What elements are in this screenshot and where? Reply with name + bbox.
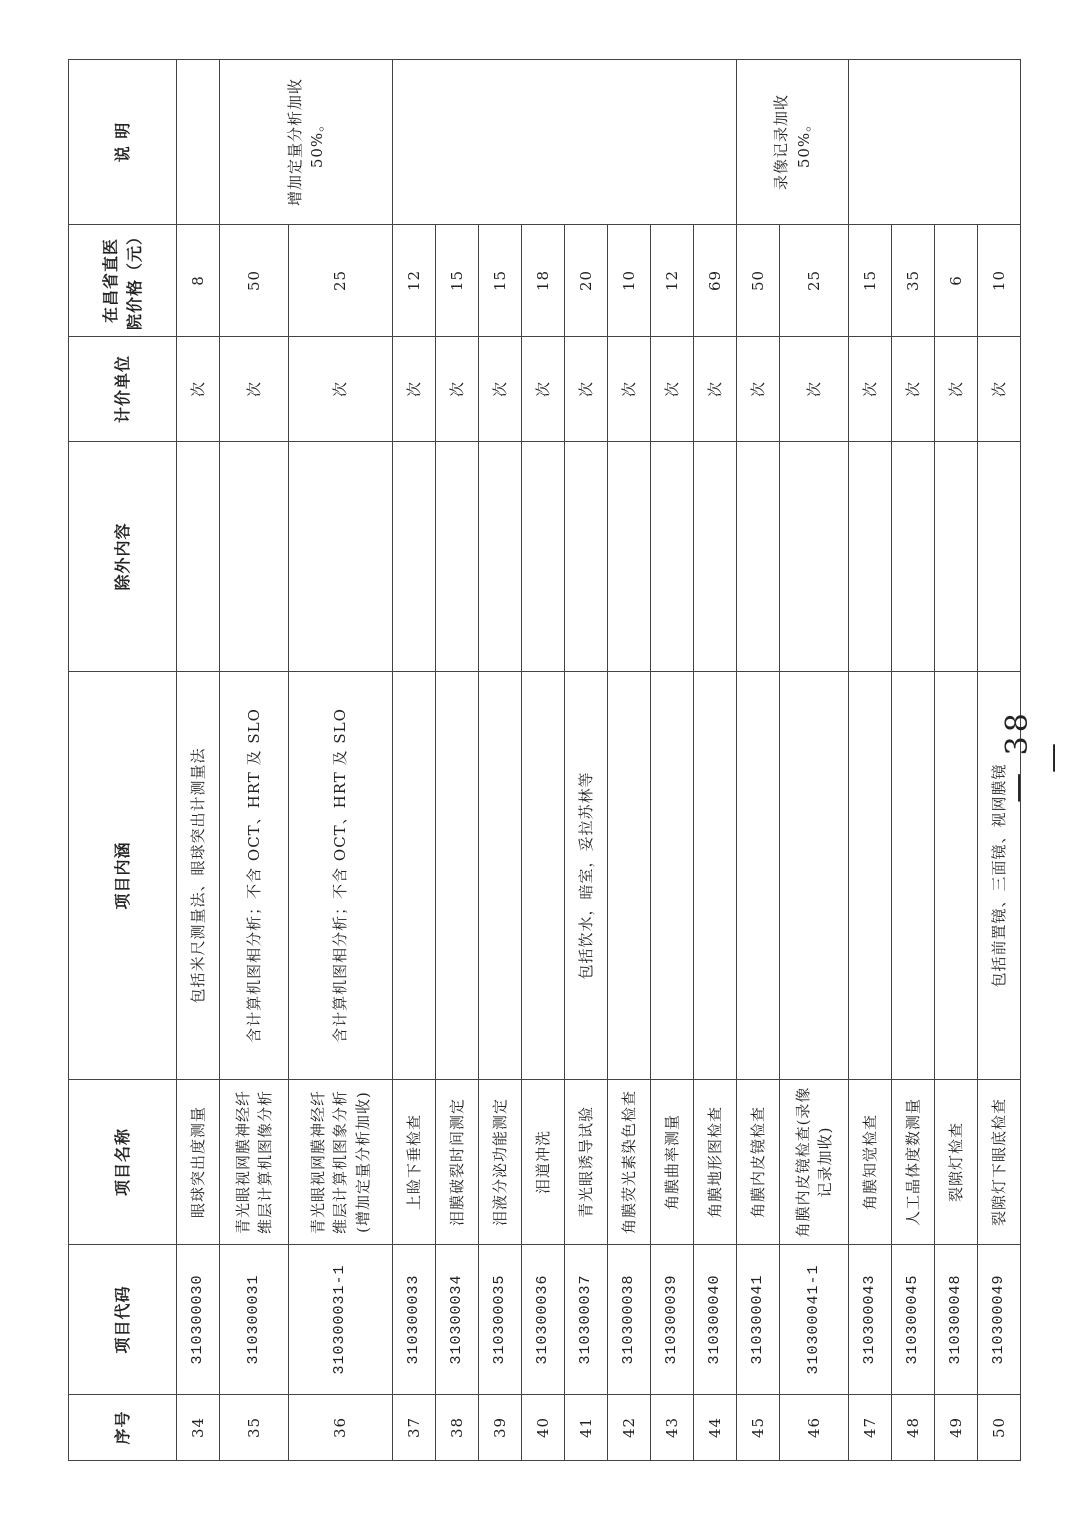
price-table — [68, 59, 1021, 1461]
page-number: — 38 — — [1000, 709, 1070, 803]
table-row — [651, 60, 694, 1461]
cell-code: 310300033 — [393, 1245, 436, 1395]
cell-seq: 41 — [565, 1395, 608, 1461]
header-content: 项目内涵 — [69, 672, 177, 1080]
cell-content — [522, 672, 565, 1080]
cell-excluded — [780, 442, 849, 672]
cell-seq: 42 — [608, 1395, 651, 1461]
cell-excluded — [565, 442, 608, 672]
table-row — [694, 60, 737, 1461]
cell-seq: 43 — [651, 1395, 694, 1461]
cell-price: 10 — [608, 225, 651, 337]
header-name: 项目名称 — [69, 1080, 177, 1245]
cell-excluded — [737, 442, 780, 672]
cell-seq: 38 — [436, 1395, 479, 1461]
cell-price: 25 — [780, 225, 849, 337]
cell-note: 录像记录加收 50%。 — [737, 60, 849, 225]
table-row — [849, 60, 892, 1461]
cell-unit: 次 — [849, 337, 892, 442]
cell-code: 310300041-1 — [780, 1245, 849, 1395]
cell-content: 含计算机图相分析；不含 OCT、HRT 及 SLO — [220, 672, 289, 1080]
cell-name: 人工晶体度数测量 — [892, 1080, 935, 1245]
cell-excluded — [436, 442, 479, 672]
cell-price: 18 — [522, 225, 565, 337]
cell-name: 角膜曲率测量 — [651, 1080, 694, 1245]
header-code: 项目代码 — [69, 1245, 177, 1395]
cell-content: 包括前置镜、三面镜、视网膜镜 — [978, 672, 1021, 1080]
cell-seq: 47 — [849, 1395, 892, 1461]
cell-name: 泪液分泌功能测定 — [479, 1080, 522, 1245]
cell-price: 15 — [479, 225, 522, 337]
cell-unit: 次 — [978, 337, 1021, 442]
table-row — [608, 60, 651, 1461]
cell-code: 310300031 — [220, 1245, 289, 1395]
cell-price: 50 — [220, 225, 289, 337]
table-row — [436, 60, 479, 1461]
cell-name: 青光眼诱导试验 — [565, 1080, 608, 1245]
cell-name: 青光眼视网膜神经纤维层计算机图像分析 — [220, 1080, 289, 1245]
cell-seq: 49 — [935, 1395, 978, 1461]
cell-content — [737, 672, 780, 1080]
cell-name: 角膜荧光素染色检查 — [608, 1080, 651, 1245]
cell-code: 310300035 — [479, 1245, 522, 1395]
cell-unit: 次 — [651, 337, 694, 442]
cell-content — [935, 672, 978, 1080]
cell-price: 35 — [892, 225, 935, 337]
cell-unit: 次 — [393, 337, 436, 442]
cell-unit: 次 — [289, 337, 393, 442]
cell-seq: 50 — [978, 1395, 1021, 1461]
table-row — [935, 60, 978, 1461]
cell-content: 包括饮水，暗室，妥拉苏林等 — [565, 672, 608, 1080]
cell-name: 上睑下垂检查 — [393, 1080, 436, 1245]
cell-name: 角膜内皮镜检查 — [737, 1080, 780, 1245]
cell-seq: 36 — [289, 1395, 393, 1461]
header-price: 在昌省直医院价格（元） — [69, 225, 177, 337]
cell-excluded — [849, 442, 892, 672]
cell-code: 310300036 — [522, 1245, 565, 1395]
cell-name: 角膜知觉检查 — [849, 1080, 892, 1245]
cell-content — [849, 672, 892, 1080]
cell-unit: 次 — [177, 337, 220, 442]
cell-code: 310300045 — [892, 1245, 935, 1395]
cell-unit: 次 — [565, 337, 608, 442]
cell-name: 泪道冲洗 — [522, 1080, 565, 1245]
cell-code: 310300031-1 — [289, 1245, 393, 1395]
table-row — [737, 60, 780, 1461]
cell-unit: 次 — [608, 337, 651, 442]
cell-price: 50 — [737, 225, 780, 337]
cell-unit: 次 — [694, 337, 737, 442]
cell-content — [892, 672, 935, 1080]
cell-content — [651, 672, 694, 1080]
cell-name: 角膜地形图检查 — [694, 1080, 737, 1245]
cell-excluded — [289, 442, 393, 672]
cell-price: 6 — [935, 225, 978, 337]
table-row — [565, 60, 608, 1461]
cell-code: 310300039 — [651, 1245, 694, 1395]
cell-unit: 次 — [220, 337, 289, 442]
cell-code: 310300037 — [565, 1245, 608, 1395]
cell-price: 15 — [849, 225, 892, 337]
cell-seq: 45 — [737, 1395, 780, 1461]
cell-price: 10 — [978, 225, 1021, 337]
cell-excluded — [522, 442, 565, 672]
table-row — [220, 60, 289, 1461]
cell-code: 310300034 — [436, 1245, 479, 1395]
cell-content — [479, 672, 522, 1080]
table-row — [393, 60, 436, 1461]
table-row — [522, 60, 565, 1461]
cell-content — [436, 672, 479, 1080]
cell-excluded — [479, 442, 522, 672]
cell-excluded — [978, 442, 1021, 672]
table-row — [892, 60, 935, 1461]
table-row — [780, 60, 849, 1461]
cell-note — [393, 60, 737, 225]
cell-seq: 40 — [522, 1395, 565, 1461]
cell-price: 12 — [393, 225, 436, 337]
cell-seq: 46 — [780, 1395, 849, 1461]
header-excluded: 除外内容 — [69, 442, 177, 672]
cell-code: 310300041 — [737, 1245, 780, 1395]
header-unit: 计价单位 — [69, 337, 177, 442]
cell-content: 包括米尺测量法、眼球突出计测量法 — [177, 672, 220, 1080]
cell-price: 20 — [565, 225, 608, 337]
cell-note — [177, 60, 220, 225]
cell-excluded — [651, 442, 694, 672]
cell-excluded — [892, 442, 935, 672]
cell-name: 裂隙灯下眼底检查 — [978, 1080, 1021, 1245]
cell-content — [608, 672, 651, 1080]
table-row — [479, 60, 522, 1461]
cell-name: 裂隙灯检查 — [935, 1080, 978, 1245]
cell-content — [393, 672, 436, 1080]
cell-content — [694, 672, 737, 1080]
cell-unit: 次 — [935, 337, 978, 442]
cell-excluded — [177, 442, 220, 672]
cell-name: 眼球突出度测量 — [177, 1080, 220, 1245]
header-seq: 序号 — [69, 1395, 177, 1461]
cell-unit: 次 — [436, 337, 479, 442]
cell-seq: 48 — [892, 1395, 935, 1461]
cell-name: 青光眼视网膜神经纤维层计算机图象分析(增加定量分析加收) — [289, 1080, 393, 1245]
cell-note — [849, 60, 1021, 225]
cell-unit: 次 — [780, 337, 849, 442]
header-note: 说 明 — [69, 60, 177, 225]
cell-excluded — [694, 442, 737, 672]
cell-excluded — [220, 442, 289, 672]
table-header-row — [69, 60, 177, 1461]
cell-name: 泪膜破裂时间测定 — [436, 1080, 479, 1245]
cell-price: 25 — [289, 225, 393, 337]
cell-price: 12 — [651, 225, 694, 337]
cell-code: 310300030 — [177, 1245, 220, 1395]
table-row — [177, 60, 220, 1461]
cell-code: 310300038 — [608, 1245, 651, 1395]
cell-excluded — [393, 442, 436, 672]
cell-seq: 35 — [220, 1395, 289, 1461]
cell-price: 69 — [694, 225, 737, 337]
cell-content — [780, 672, 849, 1080]
cell-unit: 次 — [892, 337, 935, 442]
cell-seq: 34 — [177, 1395, 220, 1461]
cell-excluded — [608, 442, 651, 672]
cell-name: 角膜内皮镜检查(录像记录加收) — [780, 1080, 849, 1245]
cell-price: 15 — [436, 225, 479, 337]
cell-seq: 44 — [694, 1395, 737, 1461]
cell-note: 增加定量分析加收 50%。 — [220, 60, 393, 225]
cell-price: 8 — [177, 225, 220, 337]
cell-unit: 次 — [479, 337, 522, 442]
cell-content: 含计算机图相分析；不含 OCT、HRT 及 SLO — [289, 672, 393, 1080]
cell-code: 310300043 — [849, 1245, 892, 1395]
cell-code: 310300040 — [694, 1245, 737, 1395]
cell-seq: 37 — [393, 1395, 436, 1461]
table-row — [289, 60, 393, 1461]
cell-unit: 次 — [737, 337, 780, 442]
cell-unit: 次 — [522, 337, 565, 442]
cell-code: 310300048 — [935, 1245, 978, 1395]
cell-code: 310300049 — [978, 1245, 1021, 1395]
cell-seq: 39 — [479, 1395, 522, 1461]
cell-excluded — [935, 442, 978, 672]
